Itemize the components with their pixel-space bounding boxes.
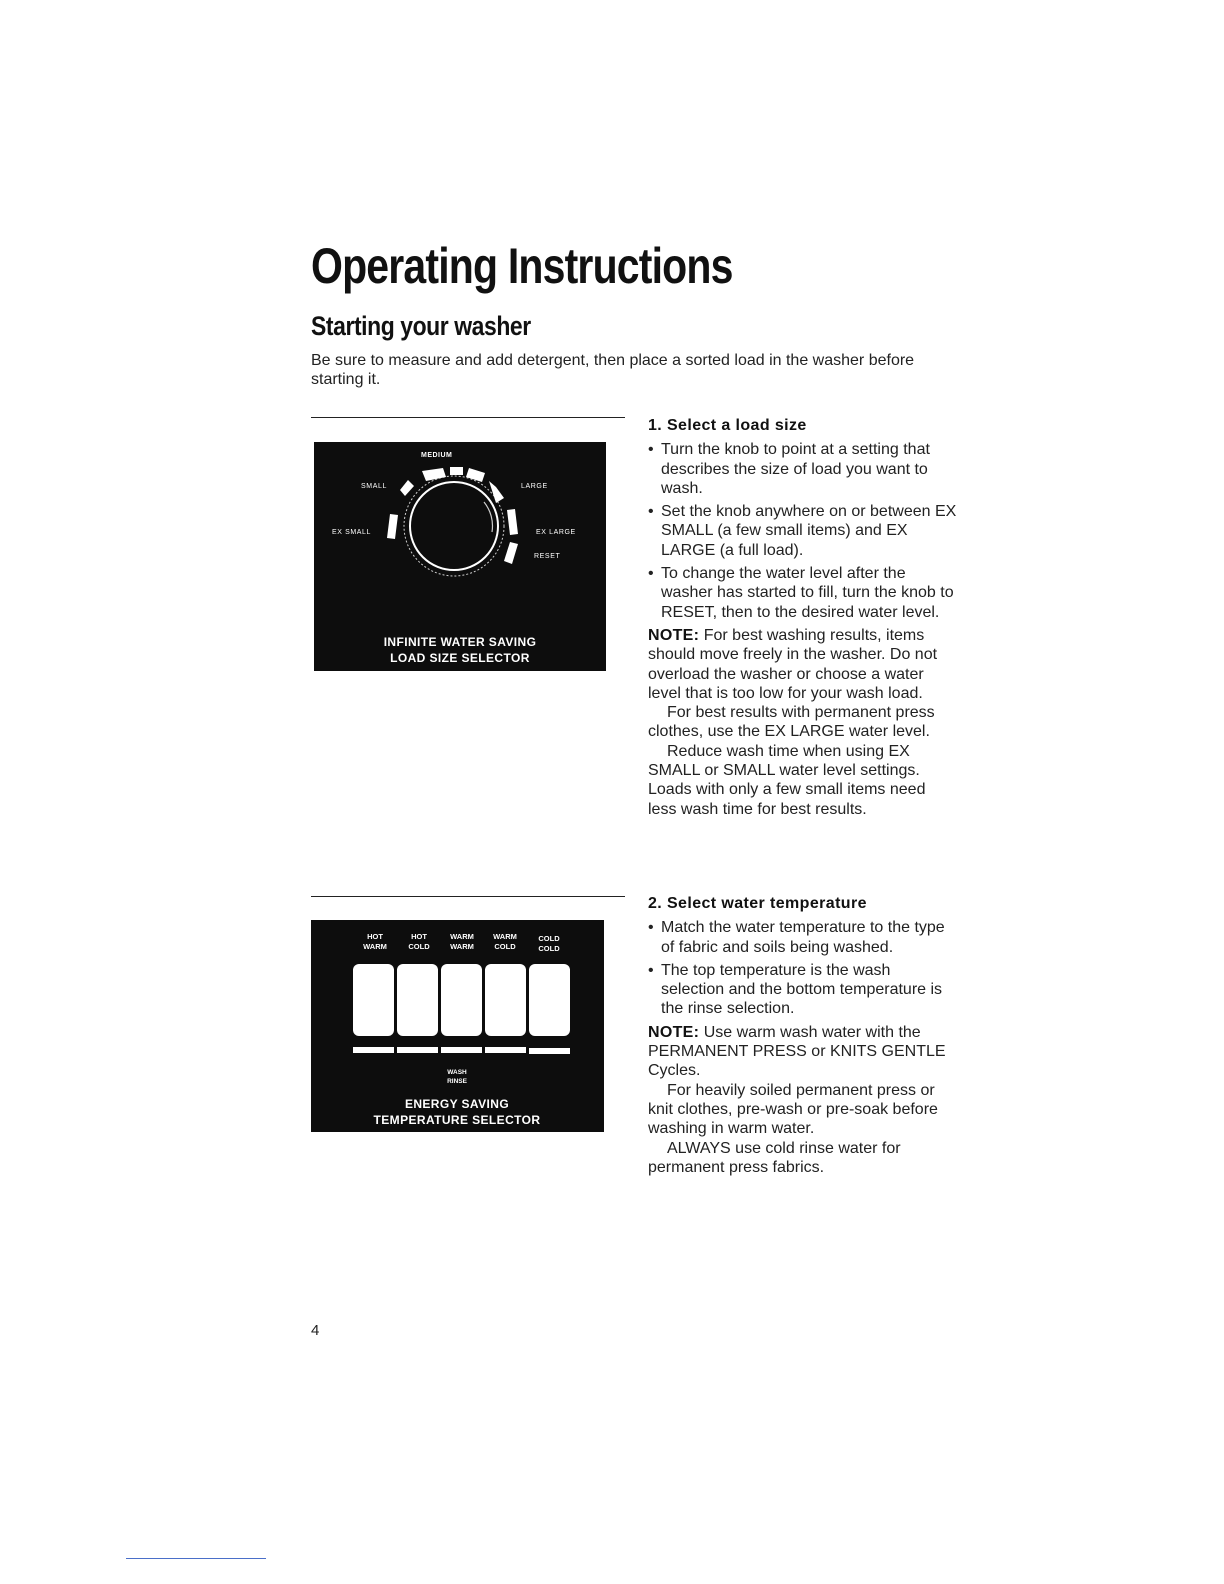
indicator-bar-2 [397, 1047, 438, 1053]
mark-small [400, 480, 414, 496]
temperature-selector-panel [311, 920, 604, 1132]
button-5-top-label: COLD [538, 934, 560, 943]
mark-ex-small [387, 514, 398, 539]
load-caption-line1: INFINITE WATER SAVING [383, 635, 537, 649]
temperature-selector-illustration [311, 920, 604, 1132]
temp-button-5 [529, 964, 570, 1036]
list-item: • Set the knob anywhere on or between EX SMALL (a few small items) and EX LARGE (a full load). [648, 502, 958, 560]
body-paragraph: ALWAYS use cold rinse water for permanent press fabrics. [648, 1139, 901, 1176]
label-ex-small: EX SMALL [332, 529, 372, 536]
temp-caption-line1: ENERGY SAVING [404, 1097, 510, 1111]
load-size-selector-panel [314, 442, 606, 671]
label-reset: RESET [534, 553, 561, 560]
button-4-bottom-label: COLD [494, 942, 516, 951]
bullet-list [648, 918, 958, 1018]
indicator-bar-5 [529, 1048, 570, 1054]
footer-rule [126, 1558, 266, 1559]
indicator-bar-3 [441, 1047, 482, 1053]
label-medium: MEDIUM [421, 452, 453, 459]
mark-ex-large [507, 509, 518, 535]
label-large: LARGE [521, 483, 548, 490]
list-item: • Match the water temperature to the type of fabric and soils being washed. [648, 918, 958, 957]
divider-rule [311, 417, 625, 418]
body-paragraph: For best results with permanent press clothes, use the EX LARGE water level. [648, 704, 935, 741]
mark-medium-right [466, 468, 485, 482]
button-3-bottom-label: WARM [450, 942, 474, 951]
temp-button-1 [353, 964, 394, 1036]
list-item: • The top temperature is the wash selection and the bottom temperature is the rinse selection. [648, 961, 958, 1019]
note-text: Use warm wash water with the PERMANENT PRESS or KNITS GENTLE Cycles. [648, 1023, 946, 1080]
load-size-knob-icon [410, 482, 498, 570]
temp-caption-line2: TEMPERATURE SELECTOR [373, 1113, 541, 1127]
button-5-bottom-label: COLD [538, 944, 560, 953]
button-2-top-label: HOT [411, 932, 427, 941]
rinse-label: RINSE [447, 1078, 467, 1085]
note-paragraph [648, 626, 958, 703]
page-number: 4 [311, 1322, 320, 1339]
button-1-bottom-label: WARM [363, 942, 387, 951]
button-4-top-label: WARM [493, 932, 517, 941]
temp-button-4 [485, 964, 526, 1036]
load-size-dial-illustration [314, 442, 606, 671]
bullet-list [648, 440, 958, 622]
load-caption-line2: LOAD SIZE SELECTOR [390, 651, 530, 665]
note-text: For best washing results, items should move freely in the washer. Do not overload the washer or choose a water level that is too low for your wash load. [648, 626, 938, 702]
button-2-bottom-label: COLD [408, 942, 430, 951]
button-1-top-label: HOT [367, 932, 383, 941]
page-title: Operating Instructions [311, 238, 733, 294]
section-select-load-size [648, 416, 958, 819]
divider-rule [311, 896, 625, 897]
mark-medium-left [422, 468, 446, 481]
indicator-bar-4 [485, 1047, 526, 1053]
note-paragraph [648, 1023, 958, 1081]
wash-label: WASH [447, 1069, 467, 1076]
button-3-top-label: WARM [450, 932, 474, 941]
section-select-water-temperature [648, 894, 958, 1177]
mark-reset [504, 542, 518, 564]
label-small: SMALL [361, 483, 387, 490]
label-ex-large: EX LARGE [536, 529, 576, 536]
note-label: NOTE: [648, 1023, 700, 1041]
section-title: Starting your washer [311, 311, 531, 341]
note-label: NOTE: [648, 626, 700, 644]
list-item: • Turn the knob to point at a setting that describes the size of load you want to wash. [648, 440, 958, 498]
indicator-bar-1 [353, 1047, 394, 1053]
section-heading: 1. Select a load size [648, 417, 807, 434]
mark-medium [450, 467, 463, 475]
body-paragraph: Reduce wash time when using EX SMALL or SMALL water level settings. Loads with only a few small items need less wash time for best results. [648, 742, 926, 818]
body-paragraph: For heavily soiled permanent press or knit clothes, pre-wash or pre-soak before washing in warm water. [648, 1081, 938, 1138]
temp-button-3 [441, 964, 482, 1036]
list-item: • To change the water level after the washer has started to fill, turn the knob to RESET, then to the desired water level. [648, 564, 958, 622]
intro-paragraph: Be sure to measure and add detergent, then place a sorted load in the washer before starting it. [311, 352, 915, 388]
temp-button-2 [397, 964, 438, 1036]
section-heading: 2. Select water temperature [648, 895, 867, 912]
